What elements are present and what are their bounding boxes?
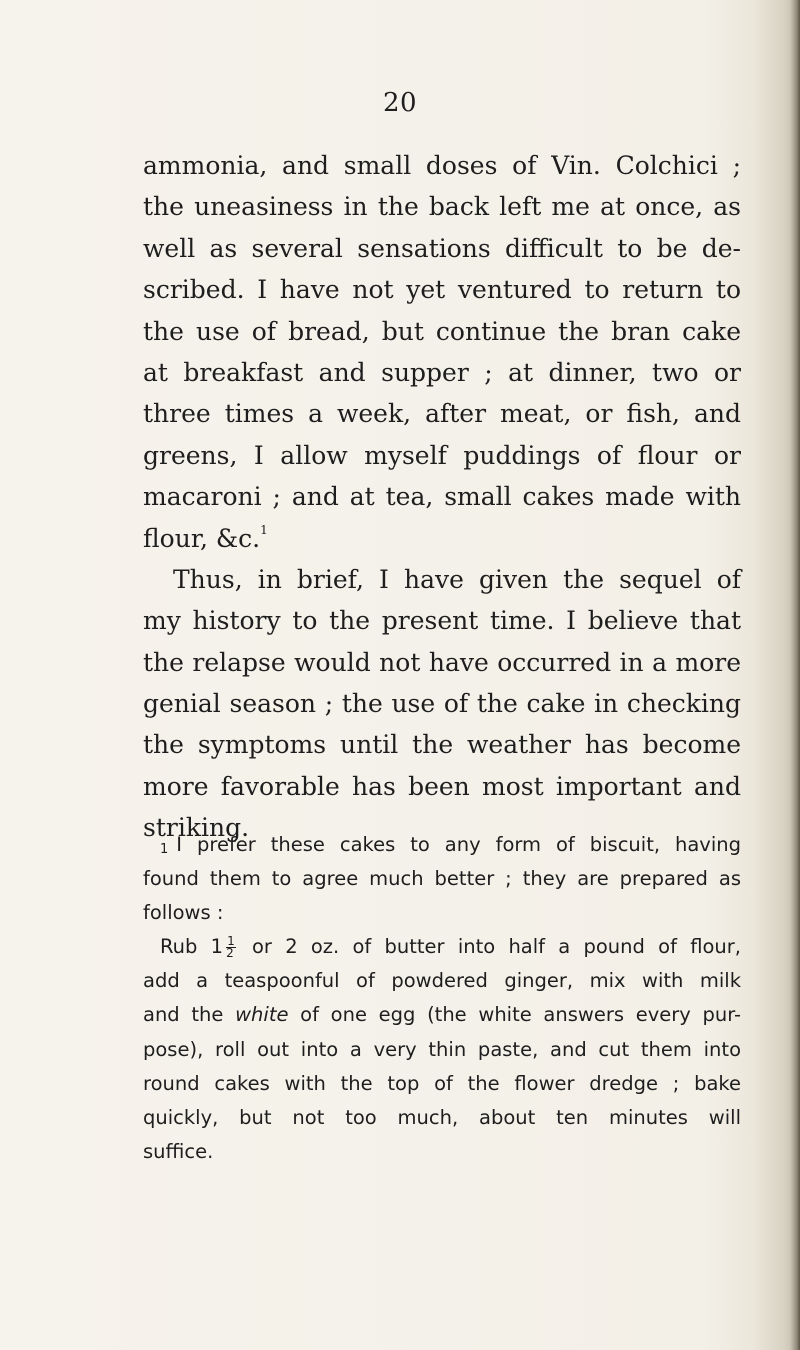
footnote-line: add a teaspoonful of powdered ginger, mix with milk	[143, 969, 741, 993]
footnote-line: $^1$ I prefer these cakes to any form of biscuit, having	[160, 833, 741, 857]
text-line: the symptoms until the weather has become	[143, 730, 741, 760]
footnote-line: pose), roll out into a very thin paste, and cut them into	[143, 1037, 741, 1061]
text-line: genial season ; the use of the cake in checking	[143, 689, 741, 719]
page-edge-shadow	[790, 0, 800, 1350]
text-line: the use of bread, but continue the bran cake	[143, 316, 741, 346]
text-line: at breakfast and supper ; at dinner, two or	[143, 357, 741, 387]
text-line: ammonia, and small doses of Vin. Colchici ;	[143, 151, 741, 180]
footnote-line-with-fraction: Rub 1 $\frac{1}{2}$ or 2 oz. of butter into half a pound of flour,	[160, 934, 742, 961]
footnote-line: suffice.	[143, 1139, 214, 1163]
footnote-marker: 1	[160, 842, 169, 857]
paragraph-start-line: Thus, in brief, I have given the sequel of	[173, 564, 741, 594]
text-line: flour, &c.	[143, 523, 261, 553]
text-line: the uneasiness in the back left me at once, as	[143, 192, 741, 222]
footnote-reference: 1	[260, 522, 268, 537]
text-line: striking.	[143, 813, 250, 843]
text-line: macaroni ; and at tea, small cakes made with	[143, 482, 741, 512]
footnote-line: round cakes with the top of the flower dredge ; bake	[143, 1071, 741, 1095]
main-text	[143, 145, 741, 849]
footnote	[143, 828, 741, 1169]
text-line: the relapse would not have occurred in a more	[143, 647, 741, 677]
page-number: 20	[382, 88, 418, 118]
footnote-line: found them to agree much better ; they are prepared as	[143, 867, 741, 891]
fraction: $\frac{1}{2}$	[226, 934, 235, 961]
text-line-with-footnote-ref	[143, 518, 741, 559]
text-line: my history to the present time. I believe that	[143, 606, 741, 636]
italic-word: white	[235, 1003, 289, 1027]
footnote-line: follows :	[143, 901, 224, 925]
footnote-line-with-italic: and the white of one egg (the white answers every pur-	[143, 1003, 742, 1027]
text-line: well as several sensations difficult to be de-	[143, 233, 741, 263]
text-line: three times a week, after meat, or fish, and	[143, 399, 741, 429]
text-line: more favorable has been most important and	[143, 771, 741, 801]
text-line: scribed. I have not yet ventured to return to	[143, 275, 741, 305]
text-line: greens, I allow myself puddings of flour or	[143, 440, 741, 470]
footnote-line: quickly, but not too much, about ten minutes will	[143, 1105, 741, 1129]
